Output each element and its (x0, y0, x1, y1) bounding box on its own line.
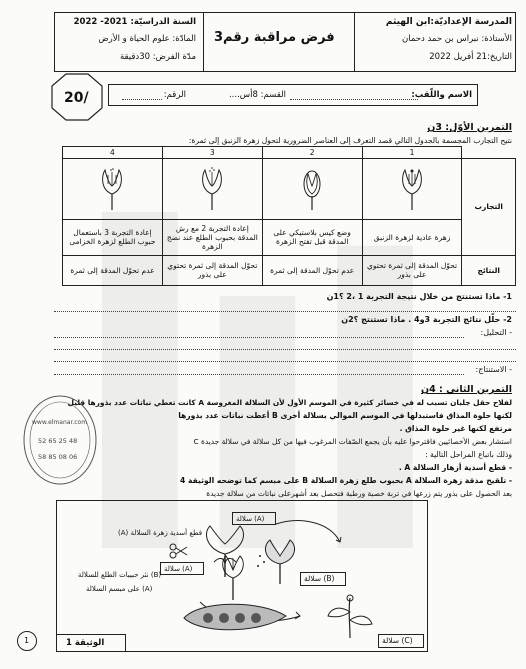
exam-title: فرض مراقبة رقم3 (214, 30, 335, 45)
strain-a-pistil-icon (208, 552, 258, 602)
cut-stamens-label: قطع أسدية زهرة السلالة (A) (118, 529, 203, 537)
flower-bagged-icon (297, 166, 327, 212)
ex2-title: التمرين الثاني : 4ن (421, 384, 512, 395)
ex2-line: بعد الحصول على بذور يتم زرعها في تربة خصبة ورطبة فتحصل بعد أشهرعلى نباتات من سلالة جديدة (206, 489, 512, 498)
flower-pollinated-icon (197, 166, 227, 212)
ex2-line: استشار بعض الأخصائيين فاقترحوا عليه بأن يجمع الصّفات المرغوب فيها من كل سلالة في سلالة جديدة C (193, 437, 512, 446)
ex2-line: وذلك باتباع المراحل التالية : (425, 450, 512, 459)
teacher-name: الأستاذة: نبراس بن حمد دحمان (401, 34, 512, 44)
flower-cell (63, 159, 163, 219)
col-number: 4 (63, 147, 163, 159)
ex2-line: - قطع أسدية أزهار السلالة A . (398, 463, 512, 472)
table-corner (462, 147, 516, 159)
strain-a-mid-label: سلالة (A) (164, 565, 193, 573)
stigma-label: على مبسم السلالة (A) (86, 585, 153, 593)
page-number: 1 (24, 636, 30, 645)
experiment-cell: إعادة التجربة 2 مع رش المدقة بحبوب الطلع عند نضج الزهرة (162, 219, 262, 255)
row-label-experiments: التجارب (462, 159, 516, 256)
ex1-question-1: 1- ماذا تستنتج من خلال نتيجة التجربة 1 ،2 ؟1ن (326, 292, 512, 301)
stamp-text: www.elmanar.com (32, 419, 88, 426)
school-name: المدرسة الإعداديّة:ابن الهيثم (385, 17, 512, 27)
school-year: السنة الدراسيّة: 2021- 2022 (73, 17, 196, 27)
student-name-line[interactable] (290, 99, 418, 100)
answer-line[interactable] (54, 311, 516, 312)
student-number-label: الرقم: (163, 90, 186, 100)
flower-foreign-pollen-icon (97, 166, 127, 212)
ex2-line: مرتفع لكنها غير حلوة المذاق . (399, 424, 512, 433)
pea-pod-icon (180, 598, 290, 638)
ex2-line: - تلقيح مدقة زهرة السلالة A بحبوب طلع زهرة السلالة B على مبسم كما توضحه الوثيقة 4 (180, 476, 512, 485)
flower-cell (362, 159, 462, 219)
stamp-text: 52 65 25 48 (38, 437, 78, 445)
row-label-results: النتائج (462, 255, 516, 285)
col-number: 1 (362, 147, 462, 159)
answer-line[interactable] (54, 337, 464, 338)
flower-icon (397, 166, 427, 212)
result-cell: تحوّل المدقة إلى ثمرة تحتوي على بذور (162, 255, 262, 285)
conclusion-label: - الاستنتاج: (475, 365, 512, 374)
strain-c-label: سلالة (C) (382, 636, 413, 645)
subject: المادّة: علوم الحياة و الأرض (98, 34, 196, 44)
experiment-cell: زهرة عادية لزهرة الزنبق (362, 219, 462, 255)
result-cell: عدم تحوّل المدقة إلى ثمرة (262, 255, 362, 285)
flower-cell (262, 159, 362, 219)
ex1-intro: نتيح التجارب المجسمة بالجدول التالي قصد التعرف إلى العناصر الضرورية لتحول زهرة الزنبق إلى ثمرة: (188, 136, 512, 145)
ex2-line: لكنها حلوة المذاق فاستبدلها في الموسم الموالي بسلالة أخرى B أعطت نباتات عدد بذورها (178, 411, 512, 420)
score-total: 20/ (64, 90, 89, 106)
duration: مدّة الفرض: 30دقيقة (119, 52, 196, 62)
col-number: 3 (162, 147, 262, 159)
ex1-title: التمرين الأوّل: 3ن (427, 122, 512, 133)
col-number: 2 (262, 147, 362, 159)
stamp-text: 58 85 08 06 (38, 453, 78, 461)
ex1-question-2: 2- حلّل نتائج التجربة 3و4 . ماذا تستنتج ؟2ن (341, 315, 512, 324)
experiment-cell: إعادة التجربة 3 باستعمال حبوب الطلع لزهرة الخزامى (63, 219, 163, 255)
flower-cell (162, 159, 262, 219)
experiments-table (62, 146, 516, 286)
result-cell: عدم تحوّل المدقة إلى ثمرة (63, 255, 163, 285)
strain-a-label: سلالة (A) (236, 515, 265, 523)
student-number-line[interactable] (122, 99, 162, 100)
exam-date: التاريخ:21 أفريل 2022 (429, 52, 512, 62)
strain-c-plant-icon (320, 592, 380, 640)
answer-line[interactable] (54, 349, 516, 350)
result-cell: تحوّل المدقة إلى ثمرة تحتوي على بذور (362, 255, 462, 285)
student-class-label: القسم: 8أس.... (228, 90, 286, 100)
document-label: الوثيقة 1 (66, 638, 105, 648)
analysis-label: - التحليل: (480, 328, 512, 337)
answer-line[interactable] (54, 361, 516, 362)
answer-line[interactable] (54, 374, 464, 375)
strain-b-label: سلالة (B) (304, 574, 335, 583)
pollen-label: نثر حبيبات الطلع للسلالة (B) (78, 571, 162, 579)
student-name-label: الاسم واللّقب: (411, 90, 472, 100)
ex2-line: لفلاح حقل جلبان تسبب له في خسائر كثيرة في الموسم الأول لأن السلالة المغروسة A كانت تعطي نباتات عدد بذورها قليل (67, 398, 512, 407)
experiment-cell: وضع كيس بلاستيكي على المدقة قبل تفتح الزهرة (262, 219, 362, 255)
